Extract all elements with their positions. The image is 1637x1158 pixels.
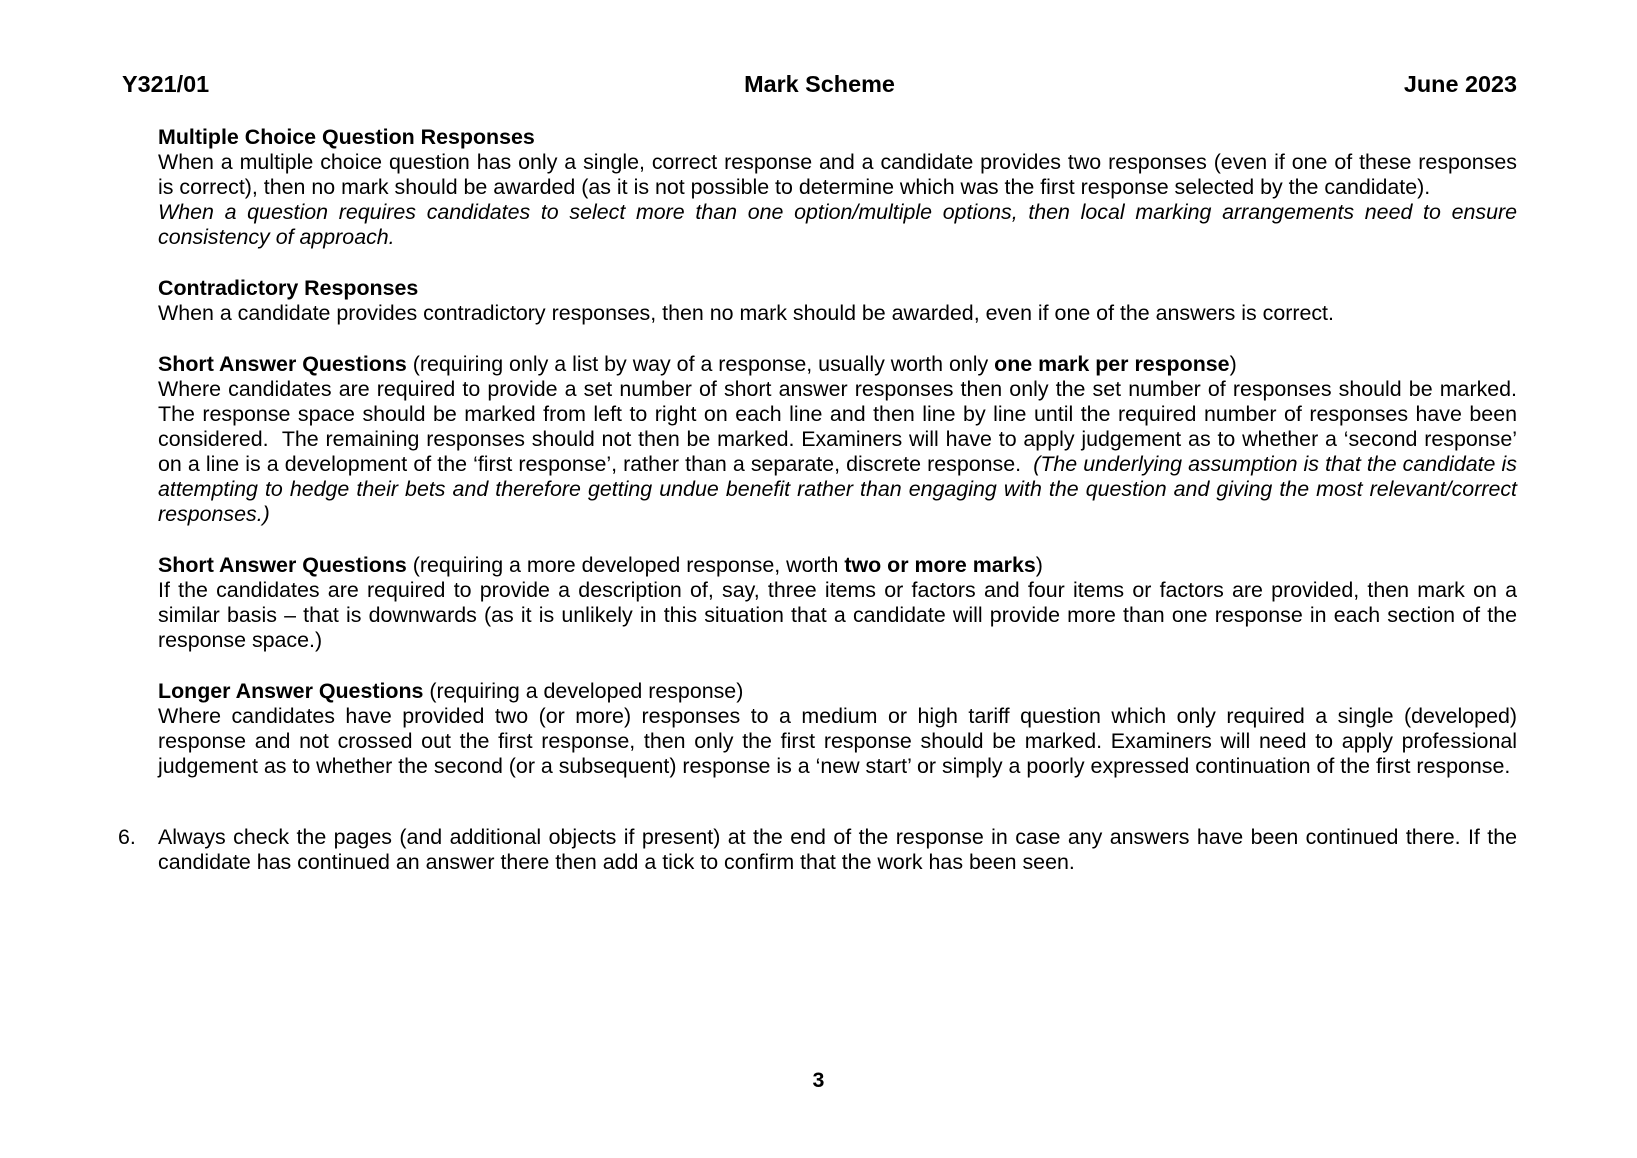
heading-text-bold: one mark per response [994,352,1230,376]
page-footer [0,1068,1637,1093]
heading-text: (requiring a developed response) [423,679,744,703]
section-contradictory-responses [158,276,1517,326]
page-number: 3 [812,1068,825,1092]
header-document-title: Mark Scheme [744,71,895,97]
paragraph [158,704,1517,779]
section-heading [158,125,1517,150]
section-short-answer-developed [158,553,1517,653]
page-header [122,70,1517,98]
section-multiple-choice-responses [158,125,1517,250]
text-segment: When a multiple choice question has only a single, correct response and a candidate provides two responses (even if one of these responses is correct), then no mark should be awarded (as it is not possible to determine which was the first response selected by the candidate). [158,150,1517,199]
heading-text-bold: Longer Answer Questions [158,679,424,703]
heading-text: Contradictory Responses [158,276,419,300]
section-heading [158,352,1517,377]
text-segment: Where candidates are required to provide a set number of short answer responses then only the set number of responses should be marked. The response space should be marked from left to right on each line and then line by line until the required number of responses have been considered. The remaining responses should not then be marked. Examiners will have to apply judgement as to whether a ‘second response’ on a line is a development of the ‘first response’, rather than a separate, discrete response. [158,377,1517,476]
heading-text: (requiring only a list by way of a response, usually worth only [406,352,995,376]
heading-text-bold: Short Answer Questions [158,553,407,577]
section-short-answer-list [158,352,1517,527]
section-heading [158,679,1517,704]
text-segment: When a candidate provides contradictory responses, then no mark should be awarded, even if one of the answers is correct. [158,301,1334,325]
heading-text-bold: Short Answer Questions [158,352,407,376]
list-item-text: Always check the pages (and additional objects if present) at the end of the response in case any answers have been continued there. If the candidate has continued an answer there then add a tick to confirm that the work has been seen. [158,825,1517,874]
numbered-item-6 [118,825,1517,875]
text-segment-italic: (The underlying assumption is that the candidate is attempting to hedge their bets and therefore getting undue benefit rather than engaging with the question and giving the most relevant/correct responses.) [158,452,1517,526]
heading-text: ) [1229,352,1237,376]
heading-text: (requiring a more developed response, worth [406,553,845,577]
text-segment: Where candidates have provided two (or more) responses to a medium or high tariff question which only required a single (developed) response and not crossed out the first response, then only the first response should be marked. Examiners will need to apply professional judgement as to whether the second (or a subsequent) response is a ‘new start’ or simply a poorly expressed continuation of the first response. [158,704,1517,778]
paragraph [158,377,1517,527]
text-segment: If the candidates are required to provide a description of, say, three items or factors and four items or factors are provided, then mark on a similar basis – that is downwards (as it is unlikely in this situation that a candidate will provide more than one response in each section of the response space.) [158,578,1517,652]
heading-text: ) [1035,553,1043,577]
section-longer-answer [158,679,1517,779]
paragraph-italic [158,200,1517,250]
heading-text: Multiple Choice Question Responses [158,125,535,149]
paragraph [158,301,1517,326]
section-heading [158,276,1517,301]
paragraph [158,150,1517,200]
text-segment: When a question requires candidates to select more than one option/multiple options, then local marking arrangements need to ensure consistency of approach. [158,200,1517,249]
list-item-number: 6. [118,825,136,849]
heading-text-bold: two or more marks [844,553,1036,577]
header-paper-code: Y321/01 [122,71,210,97]
document-body [118,125,1517,875]
paragraph [158,578,1517,653]
section-heading [158,553,1517,578]
header-exam-session: June 2023 [1403,71,1517,97]
